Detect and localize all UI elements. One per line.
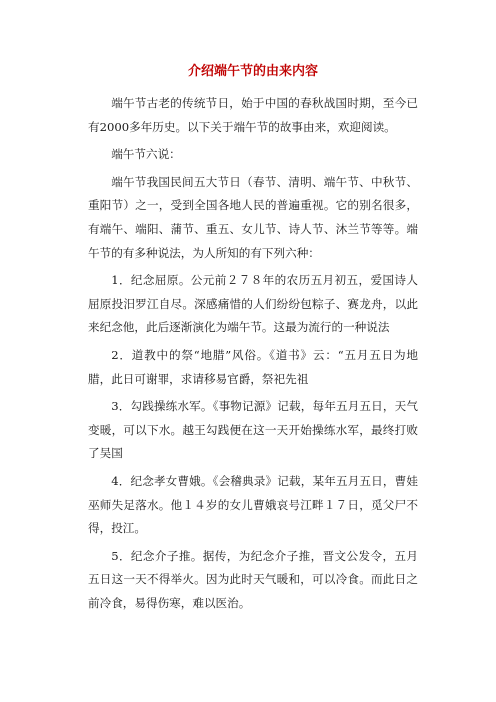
paragraph-item-2: 2．道教中的祭“地腊”风俗。《道书》云：“五月五日为地腊，此日可谢罪，求请移易官爵，祭祀先祖 [88,347,418,386]
document-title: 介绍端午节的由来内容 [187,64,318,79]
paragraph-item-3: 3．勾践操练水军。《事物记源》记载，每年五月五日，天气变暖，可以下水。越王勾践便在这一天开始操练水军，最终打败了吴国 [88,399,418,461]
paragraph-item-1: 1．纪念屈原。公元前２７８年的农历五月初五，爱国诗人屈原投汨罗江自尽。深感痛惜的人们纷纷包粽子、赛龙舟，以此来纪念他，此后逐渐演化为端午节。这最为流行的一种说法 [88,273,418,335]
paragraph-six-theories-heading: 端午节六说： [111,147,181,162]
paragraph-item-4: 4．纪念孝女曹娥。《会稽典录》记载，某年五月五日，曹娃巫师失足落水。他１４岁的女儿曹娥哀号江畔１７日，觅父尸不得，投江。 [88,473,418,536]
paragraph-item-5: 5．纪念介子推。据传，为纪念介子推，晋文公发令，五月五日这一天不得举火。因为此时天气暖和，可以冷食。而此日之前冷食，易得伤寒，难以医治。 [88,548,418,610]
paragraph-overview: 端午节我国民间五大节日（春节、清明、端午节、中秋节、重阳节）之一，受到全国各地人民的普遍重视。它的别名很多，有端午、端阳、蒲节、重五、女儿节、诗人节、沐兰节等等。端午节的有多种说法，为人所知的有下列六种： [88,174,418,260]
paragraph-intro: 端午节古老的传统节日，始于中国的春秋战国时期，至今已有2000多年历史。以下关于端午节的故事由来，欢迎阅读。 [88,96,418,134]
